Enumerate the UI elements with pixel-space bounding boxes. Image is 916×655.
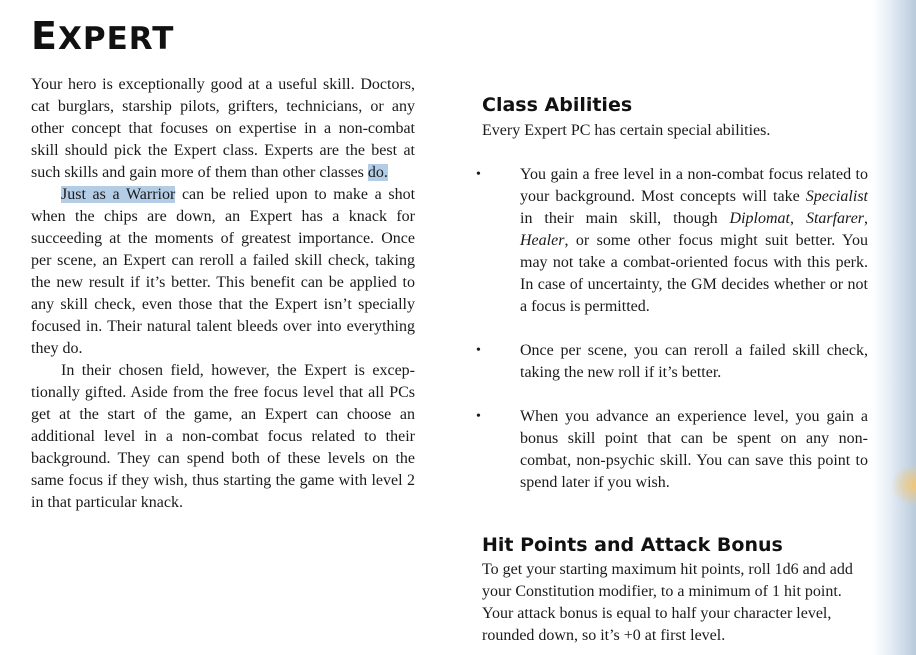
intro-column: [31, 74, 415, 514]
selected-text-1[interactable]: do.: [367, 164, 388, 181]
class-abilities-intro[interactable]: Every Expert PC has certain special abilities.: [482, 122, 771, 139]
bullet-icon: •: [476, 167, 481, 182]
intro-paragraph-3[interactable]: In their chosen field, however, the Expert is exceptionally gifted. Aside from the free focus level that all PCs get at the start of the game, an Expert can choose an additional level in a non-combat focus related to their background. They can spend both of these levels on the same focus if they wish, thus starting the game with level 2 in that particular knack.: [31, 362, 415, 511]
bullet-icon: •: [476, 343, 481, 358]
intro-paragraph-1-text[interactable]: Your hero is exceptionally good at a useful skill. Doctors, cat burglars, starship pilots, grifters, technicians, or any other concept that focuses on expertise in a non-combat skill should pick the Expert class. Experts are the best at such skills and gain more of them than other classes: [31, 76, 415, 181]
intro-paragraph-1: [31, 74, 415, 184]
page-edge-glow: [892, 465, 916, 505]
intro-paragraph-2: [31, 184, 415, 360]
hit-points-heading: Hit Points and Attack Bonus: [482, 534, 783, 556]
page-title-rest: XPERT: [57, 21, 175, 57]
intro-paragraph-2-text[interactable]: can be relied upon to make a shot when the chips are down, an Expert has a knack for succeeding at the moments of greatest importance. Once per scene, an Expert can reroll a failed skill check, taking the new result if it’s better. This benefit can be applied to any skill check, even those that the Expert isn’t specially focused in. Their natural talent bleeds over into everything they do.: [31, 186, 416, 357]
hit-points-body[interactable]: To get your starting maximum hit points, roll 1d6 and add your Constitution modifier, to a minimum of 1 hit point. Your attack bonus is equal to half your character level, rounded down, so it’s +0 at first level.: [482, 561, 853, 644]
ability-1-text[interactable]: You gain a free level in a non-combat focus related to your background. Most concepts will take Specialist in their main skill, though Diplomat, Starfarer, Healer, or some other focus might suit better. You may not take a combat-oriented focus with this perk. In case of uncertainty, the GM decides whether or not a focus is permitted.: [520, 166, 869, 315]
bullet-icon: •: [476, 409, 481, 424]
page-edge-decoration: [872, 0, 916, 655]
ability-3-text[interactable]: When you advance an experience level, you gain a bonus skill point that can be spent on any non-combat, non-psychic skill. You can save this point to spend later if you wish.: [520, 408, 868, 491]
class-abilities-heading: Class Abilities: [482, 94, 633, 116]
ability-2-text[interactable]: Once per scene, you can reroll a failed skill check, taking the new roll if it’s better.: [520, 342, 868, 381]
selected-text-2[interactable]: Just as a Warrior: [61, 186, 176, 203]
page-title-initial: E: [31, 14, 58, 58]
page-title: [31, 14, 174, 61]
